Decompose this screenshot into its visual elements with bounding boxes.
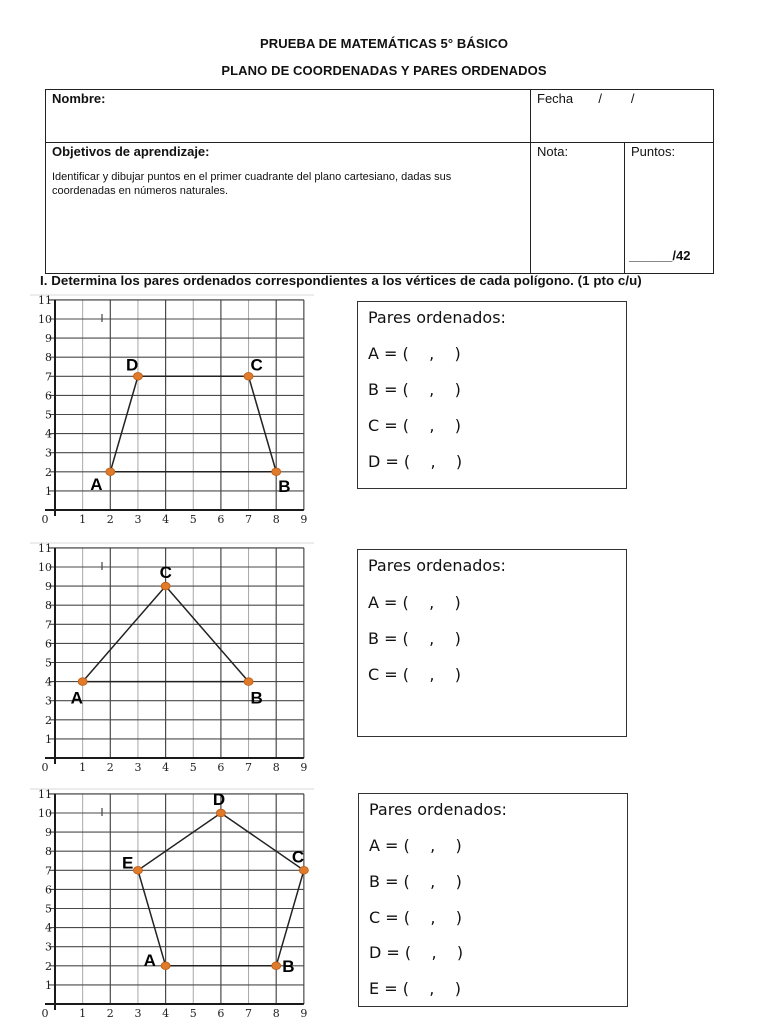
vertex-label-d: D <box>125 355 139 375</box>
objectives-label: Objetivos de aprendizaje: <box>52 144 210 159</box>
x-tick-label: 0 <box>41 761 49 774</box>
y-tick-label: 10 <box>38 807 52 820</box>
coordinate-plane-pentagon <box>30 781 320 1021</box>
coordinate-plane-trapezoid <box>30 287 320 527</box>
answer-box-trapezoid <box>357 301 627 489</box>
points-total: ______/42 <box>629 248 691 263</box>
student-info-table <box>45 89 714 274</box>
y-tick-label: 3 <box>45 446 52 460</box>
answer-row-b[interactable]: B = ( , ) <box>368 629 461 648</box>
y-tick-label: 10 <box>38 561 52 574</box>
y-tick-label: 7 <box>45 370 52 384</box>
y-tick-label: 5 <box>45 408 52 422</box>
x-tick-label: 3 <box>134 761 142 774</box>
points-field[interactable]: Puntos: <box>631 144 676 159</box>
table-divider-vertical <box>530 90 531 273</box>
answer-row-c[interactable]: C = ( , ) <box>368 665 462 684</box>
vertex-point-c <box>161 582 170 590</box>
vertex-point-a <box>106 468 115 476</box>
objectives-text <box>52 170 451 198</box>
y-tick-label: 8 <box>45 599 52 613</box>
x-tick-label: 5 <box>189 761 197 774</box>
vertex-label-b: B <box>282 956 295 976</box>
answer-row-a[interactable]: A = ( , ) <box>368 593 461 612</box>
graph-svg <box>30 287 320 527</box>
x-tick-label: 2 <box>106 513 114 526</box>
answer-box-heading: Pares ordenados: <box>368 556 506 575</box>
answer-row-c[interactable]: C = ( , ) <box>369 908 463 927</box>
x-tick-label: 0 <box>41 1007 49 1020</box>
x-tick-label: 2 <box>106 761 114 774</box>
vertex-label-a: A <box>90 474 103 494</box>
y-tick-label: 11 <box>38 293 52 307</box>
x-tick-label: 4 <box>162 513 170 526</box>
vertex-point-e <box>133 867 142 875</box>
answer-row-e[interactable]: E = ( , ) <box>369 979 461 998</box>
vertex-point-d <box>216 809 225 817</box>
x-tick-label: 7 <box>245 513 253 526</box>
answer-row-c[interactable]: C = ( , ) <box>368 416 462 435</box>
x-tick-label: 6 <box>217 761 225 774</box>
vertex-label-c: C <box>291 847 305 867</box>
grid-lines <box>49 300 304 510</box>
page-subtitle: PLANO DE COORDENADAS Y PARES ORDENADOS <box>221 63 547 78</box>
y-tick-label: 2 <box>45 713 52 727</box>
y-tick-label: 6 <box>45 883 52 897</box>
vertex-label-a: A <box>143 950 156 970</box>
answer-row-d[interactable]: D = ( , ) <box>368 452 463 471</box>
y-tick-label: 5 <box>45 902 52 916</box>
name-field[interactable]: Nombre: <box>52 91 106 106</box>
answer-box-pentagon <box>358 793 628 1007</box>
graph-svg <box>30 535 320 775</box>
x-tick-label: 3 <box>134 513 142 526</box>
y-tick-label: 6 <box>45 637 52 651</box>
vertex-point-a <box>161 962 170 970</box>
y-tick-label: 1 <box>45 484 52 498</box>
x-tick-label: 1 <box>79 761 87 774</box>
y-tick-label: 8 <box>45 351 52 365</box>
x-tick-label: 4 <box>162 1007 170 1020</box>
x-tick-label: 4 <box>162 761 170 774</box>
date-field[interactable]: Fecha / / <box>537 91 635 106</box>
y-tick-label: 9 <box>45 580 52 594</box>
x-tick-label: 9 <box>300 1007 308 1020</box>
y-tick-label: 5 <box>45 656 52 670</box>
x-tick-label: 7 <box>245 761 253 774</box>
x-tick-label: 2 <box>106 1007 114 1020</box>
grade-field[interactable]: Nota: <box>537 144 569 159</box>
y-tick-label: 1 <box>45 732 52 746</box>
x-tick-label: 0 <box>41 513 49 526</box>
answer-row-a[interactable]: A = ( , ) <box>368 344 461 363</box>
table-divider-horizontal <box>46 142 713 143</box>
y-tick-label: 4 <box>45 427 52 441</box>
grid-lines <box>49 548 304 758</box>
answer-row-b[interactable]: B = ( , ) <box>369 872 462 891</box>
y-tick-label: 2 <box>45 465 52 479</box>
y-tick-label: 11 <box>38 541 52 555</box>
vertex-label-c: C <box>159 563 172 583</box>
vertex-point-b <box>272 962 281 970</box>
x-tick-label: 3 <box>134 1007 142 1020</box>
page-title: PRUEBA DE MATEMÁTICAS 5° BÁSICO <box>259 36 509 51</box>
x-tick-label: 1 <box>79 1007 87 1020</box>
y-tick-label: 1 <box>45 978 52 992</box>
y-tick-label: 6 <box>45 389 52 403</box>
x-tick-label: 1 <box>79 513 87 526</box>
y-tick-label: 10 <box>38 313 52 326</box>
answer-box-heading: Pares ordenados: <box>368 308 506 327</box>
section-instruction: I. Determina los pares ordenados correspondientes a los vértices de cada polígono. (1 pto c/u) <box>40 273 642 288</box>
vertex-label-b: B <box>278 476 291 496</box>
y-tick-label: 3 <box>45 694 52 708</box>
y-tick-label: 9 <box>45 826 52 840</box>
y-tick-label: 9 <box>45 332 52 346</box>
y-tick-label: 11 <box>38 787 52 801</box>
vertex-label-b: B <box>250 688 263 708</box>
y-tick-label: 4 <box>45 675 52 689</box>
coordinate-plane-triangle <box>30 535 320 775</box>
x-tick-label: 6 <box>217 1007 225 1020</box>
vertex-point-c <box>299 867 308 875</box>
y-tick-label: 2 <box>45 959 52 973</box>
x-tick-label: 8 <box>272 761 280 774</box>
answer-row-b[interactable]: B = ( , ) <box>368 380 461 399</box>
vertex-label-d: D <box>212 790 226 809</box>
y-tick-label: 3 <box>45 940 52 954</box>
answer-row-d[interactable]: D = ( , ) <box>369 943 464 962</box>
answer-row-a[interactable]: A = ( , ) <box>369 836 462 855</box>
vertex-label-c: C <box>250 355 263 375</box>
table-divider-grade <box>624 142 625 273</box>
graph-svg <box>30 781 320 1021</box>
objectives-text-line-1: Identificar y dibujar puntos en el primer cuadrante del plano cartesiano, dadas sus <box>52 171 452 183</box>
y-tick-label: 7 <box>45 864 52 878</box>
vertex-point-a <box>78 678 87 686</box>
answer-box-heading: Pares ordenados: <box>369 800 507 819</box>
grid-lines <box>49 794 304 1004</box>
x-tick-label: 9 <box>300 761 308 774</box>
x-tick-label: 8 <box>272 513 280 526</box>
y-tick-label: 4 <box>45 921 52 935</box>
x-tick-label: 5 <box>189 513 197 526</box>
vertex-label-e: E <box>121 853 134 873</box>
answer-box-triangle <box>357 549 627 737</box>
x-tick-label: 6 <box>217 513 225 526</box>
x-tick-label: 7 <box>245 1007 253 1020</box>
vertex-point-b <box>244 678 253 686</box>
y-tick-label: 8 <box>45 845 52 859</box>
y-tick-label: 7 <box>45 618 52 632</box>
x-tick-label: 5 <box>189 1007 197 1020</box>
vertex-point-b <box>272 468 281 476</box>
vertex-label-a: A <box>70 688 83 708</box>
x-tick-label: 9 <box>300 513 308 526</box>
x-tick-label: 8 <box>272 1007 280 1020</box>
objectives-text-line-2: coordenadas en números naturales. <box>52 185 229 197</box>
